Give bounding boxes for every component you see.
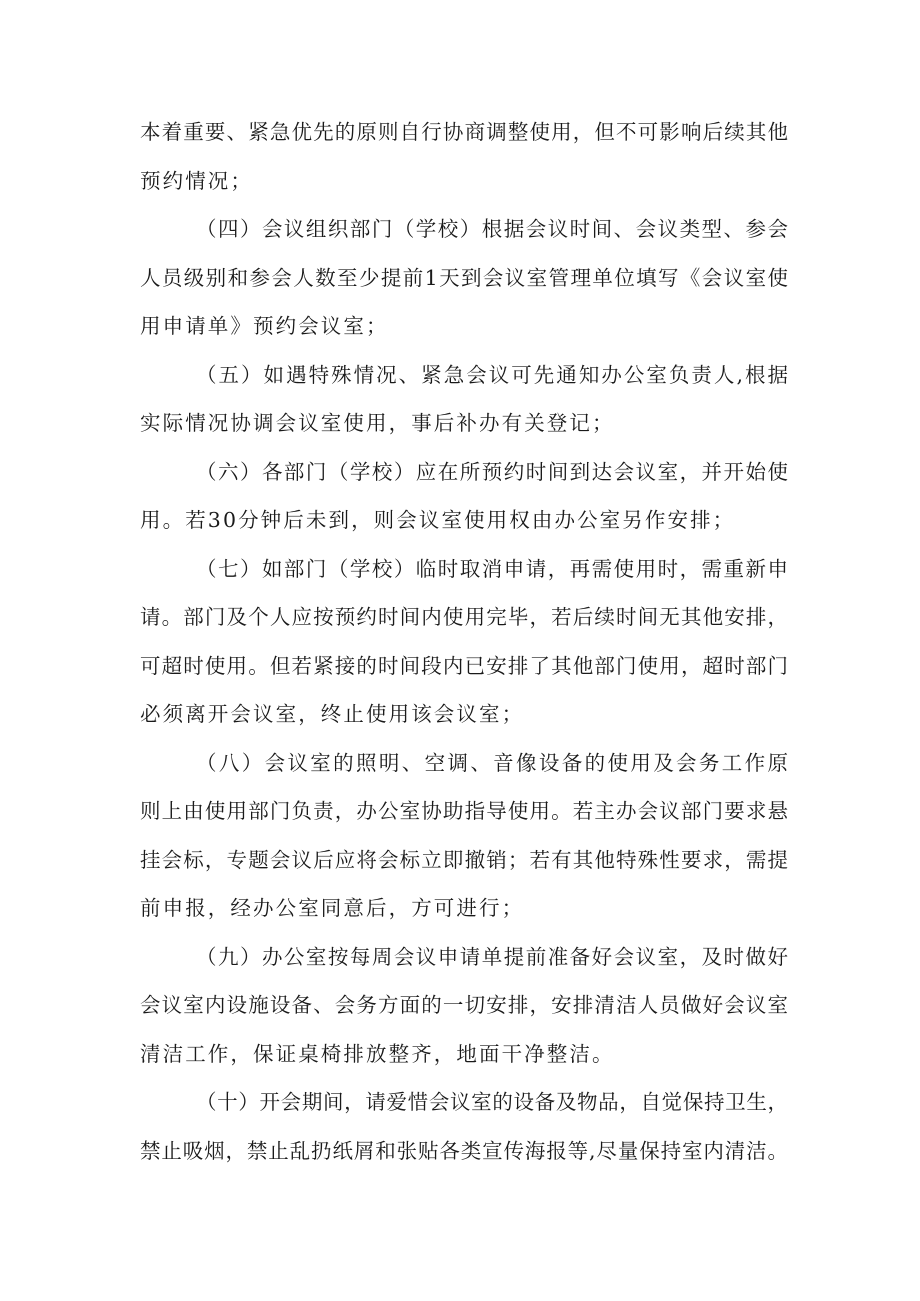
text-line: 请。部门及个人应按预约时间内使用完毕，若后续时间无其他安排， (140, 605, 788, 629)
text-line: （四）会议组织部门（学校）根据会议时间、会议类型、参会 (196, 217, 788, 241)
paragraph-item-4 (140, 205, 788, 351)
text-line: （五）如遇特殊情况、紧急会议可先通知办公室负责人,根据 (196, 362, 788, 387)
text-line: 用申请单》预约会议室； (140, 314, 389, 338)
text-line: 人员级别和参会人数至少提前1天到会议室管理单位填写《会议室使 (140, 265, 788, 290)
paragraph-item-6 (140, 448, 788, 545)
paragraph-item-8 (140, 739, 788, 933)
text-line: （六）各部门（学校）应在所预约时间到达会议室，并开始使 (196, 459, 788, 484)
text-line: 则上由使用部门负责，办公室协助指导使用。若主办会议部门要求悬 (140, 799, 788, 823)
text-line: 可超时使用。但若紧接的时间段内已安排了其他部门使用，超时部门 (140, 653, 788, 678)
text-line: 禁止吸烟，禁止乱扔纸屑和张贴各类宣传海报等,尽量保持室内清洁。 (140, 1138, 788, 1163)
text-line: （七）如部门（学校）临时取消申请，再需使用时，需重新申 (196, 556, 788, 581)
document-body (140, 108, 788, 1175)
text-line: （八）会议室的照明、空调、音像设备的使用及会务工作原 (196, 750, 788, 775)
text-line: （十）开会期间，请爱惜会议室的设备及物品，自觉保持卫生， (196, 1090, 788, 1114)
paragraph-item-5 (140, 351, 788, 448)
text-line: （九）办公室按每周会议申请单提前准备好会议室，及时做好 (196, 944, 788, 969)
text-line: 会议室内设施设备、会务方面的一切安排，安排清洁人员做好会议室 (140, 993, 788, 1017)
text-line: 挂会标，专题会议后应将会标立即撤销；若有其他特殊性要求，需提 (140, 847, 788, 872)
paragraph-item-10 (140, 1078, 788, 1175)
text-line: 前申报，经办公室同意后，方可进行； (140, 896, 525, 920)
text-line: 必须离开会议室，终止使用该会议室； (140, 702, 525, 726)
paragraph-item-9 (140, 933, 788, 1079)
text-line: 本着重要、紧急优先的原则自行协商调整使用，但不可影响后续其他 (140, 120, 788, 144)
text-line: 预约情况； (140, 168, 253, 193)
text-line: 用。若30分钟后未到，则会议室使用权由办公室另作安排； (140, 508, 736, 532)
text-line: 清洁工作，保证桌椅排放整齐，地面干净整洁。 (140, 1041, 615, 1066)
paragraph-continued (140, 108, 788, 205)
text-line: 实际情况协调会议室使用，事后补办有关登记； (140, 411, 615, 435)
paragraph-item-7 (140, 545, 788, 739)
